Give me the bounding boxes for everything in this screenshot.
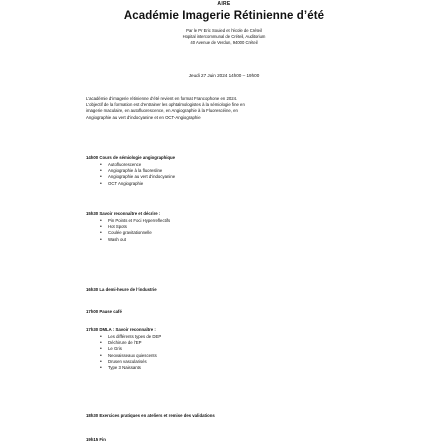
section-heading: 17h00 Pause café [86,309,122,314]
program-section-courses [86,155,175,187]
organizer-line: Par le Pr Eric Souied et l’école de Créteil [186,28,262,33]
header-top-word: AIRE [217,1,231,7]
section-heading: 18h30 Exercices pratiques en ateliers et remise des validations [86,413,215,418]
list-item-label: Le Gris [108,346,122,352]
intro-line: L’objectif de la formation est d’entrainer les ophtalmologistes à la sémiologie fine en [86,102,245,108]
section-list [100,218,170,243]
bullet-icon: • [100,365,102,372]
intro-line: L’académie d’imagerie rétinienne d’été revient en format Francophone en 2024. [86,96,238,101]
list-item [100,237,170,243]
list-item [100,181,175,187]
list-item-label: Wash out [108,236,126,242]
intro-line: Angiographie au vert d’indocyanine et en OCT-Angiographie [86,114,201,120]
bullet-icon: • [100,230,102,237]
section-heading: 15h30 Savoir reconnaître et décrire : [86,211,161,216]
list-item-label: Neovaisseaux quiescents [108,352,157,358]
program-section-break [86,309,122,314]
section-list [100,334,161,371]
venue-line: Hopital intercommunal de Créteil, Auditorium [182,34,266,39]
section-heading: 16h30 La demi-heure de l’industrie [86,287,157,292]
program-section-industry [86,287,157,292]
list-item-label: Angiographie au vert d’indocyanine [108,174,176,180]
bullet-icon: • [100,174,102,181]
list-item-label: Angiographie à la fluoresline [108,168,163,174]
list-item-label: Les différents types de DEP [108,334,162,339]
intro-paragraph [86,96,386,121]
bullet-icon: • [100,236,102,243]
list-item-label: Hot Spots [108,224,127,230]
list-item-label: Pin Points et Foci Hyperreflectifs [108,218,171,223]
list-item-label: OCT Angiographie [108,180,144,186]
program-section-end [86,437,106,442]
program-section-dmla [86,327,161,371]
list-item-label: Autofluorescence [108,162,142,167]
list-item-label: Coulée gravitationnelle [108,230,152,236]
program-section-recognize [86,211,170,243]
section-heading: 19h15 Fin [86,437,106,442]
list-item-label: Drusen vascularisés [108,358,147,364]
program-section-workshops [86,413,215,418]
list-item-label: Type 3 Naissants [108,365,141,371]
bullet-icon: • [100,224,102,231]
intro-line: imagerie maculaire, en autofluorescence, en Angiographie à la Fluorescéine, en [86,108,238,114]
bullet-icon: • [100,346,102,353]
bullet-icon: • [100,334,102,340]
section-heading: 17h30 DMLA : Savoir reconnaître : [86,327,156,332]
bullet-icon: • [100,352,102,359]
bullet-icon: • [100,340,102,347]
bullet-icon: • [100,162,102,168]
list-item-label: Déchirure de l’EP [108,340,142,346]
section-heading: 14h00 Cours de sémiologie angiographique [86,155,176,160]
bullet-icon: • [100,168,102,175]
event-datetime: Jeudi 27 Juin 2024 14h00 – 19h00 [188,73,260,78]
bullet-icon: • [100,180,102,187]
bullet-icon: • [100,218,102,224]
address-line: 40 Avenue de Verdun, 94000 Créteil [190,40,258,45]
bullet-icon: • [100,358,102,365]
section-list [100,162,175,187]
page-title: Académie Imagerie Rétinienne d’été [123,10,325,22]
list-item [100,365,161,371]
